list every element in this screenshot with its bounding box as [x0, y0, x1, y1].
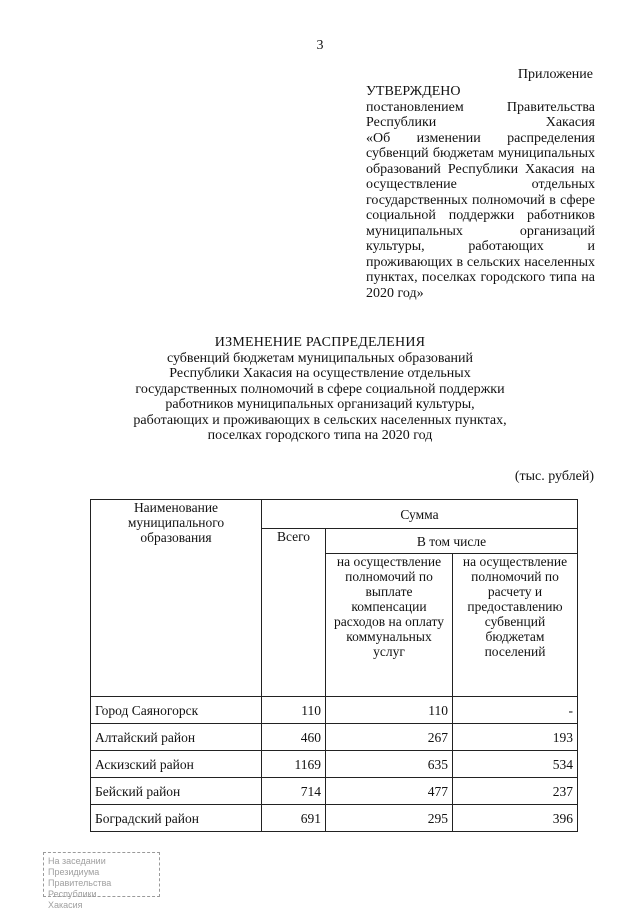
title-main: ИЗМЕНЕНИЕ РАСПРЕДЕЛЕНИЯ [214, 335, 426, 350]
cell-name: Бейский район [91, 778, 262, 805]
approval-line: культуры, работающих и [366, 239, 595, 254]
title-line: поселках городского типа на 2020 год [207, 428, 433, 443]
approval-line: проживающих в сельских населенных [366, 254, 595, 270]
approved-word: УТВЕРЖДЕНО [366, 84, 461, 99]
approval-line: пунктах, поселках городского типа на [366, 270, 595, 285]
table-row [91, 751, 578, 778]
header-sum: Сумма [262, 500, 578, 529]
distribution-table [90, 499, 578, 832]
cell-settlements: 534 [453, 751, 578, 778]
table-row [91, 724, 578, 751]
table-row [91, 805, 578, 832]
approval-line: 2020 год» [366, 285, 424, 301]
cell-total: 1169 [262, 751, 326, 778]
cell-utilities: 267 [326, 724, 453, 751]
approval-line: государственных полномочий в сфере [366, 192, 595, 208]
approval-line: постановлением Правительства [366, 99, 595, 115]
cell-name: Город Саяногорск [91, 697, 262, 724]
header-row [91, 500, 578, 529]
table-row [91, 778, 578, 805]
cell-settlements: - [453, 697, 578, 724]
title-line: субвенций бюджетам муниципальных образований [166, 350, 474, 366]
page-number: 3 [316, 38, 324, 53]
cell-name: Алтайский район [91, 724, 262, 751]
title-line: государственных полномочий в сфере социальной поддержки [135, 381, 505, 397]
cell-name: Аскизский район [91, 751, 262, 778]
header-including: В том числе [326, 529, 578, 554]
table-row [91, 697, 578, 724]
cell-utilities: 477 [326, 778, 453, 805]
approval-line: образований Республики Хакасия на [366, 161, 595, 177]
approval-line: социальной поддержки работников [366, 208, 595, 223]
approval-line: муниципальных организаций [366, 223, 595, 239]
cell-total: 714 [262, 778, 326, 805]
appendix-label: Приложение [517, 67, 593, 82]
approval-line: Республики Хакасия [366, 115, 595, 130]
approval-line: субвенций бюджетам муниципальных [366, 146, 595, 161]
header-settlements: на осуществление полномочий по расчету и предоставлению субвенций бюджетам поселений [453, 554, 578, 697]
document-title [0, 335, 640, 444]
cell-settlements: 396 [453, 805, 578, 832]
cell-utilities: 635 [326, 751, 453, 778]
cell-total: 460 [262, 724, 326, 751]
cell-name: Боградский район [91, 805, 262, 832]
header-utilities: на осуществление полномочий по выплате компенсации расходов на оплату коммунальных услуг [326, 554, 453, 697]
units-label: (тыс. рублей) [514, 469, 594, 484]
cell-settlements: 237 [453, 778, 578, 805]
title-line: Республики Хакасия на осуществление отдельных [169, 366, 471, 381]
cell-utilities: 110 [326, 697, 453, 724]
approval-line: «Об изменении распределения [366, 130, 595, 146]
cell-utilities: 295 [326, 805, 453, 832]
cell-total: 110 [262, 697, 326, 724]
title-line: работающих и проживающих в сельских населенных пунктах, [133, 412, 507, 428]
stamp-line: Правительства Республики [48, 878, 112, 899]
stamp-line: Хакасия [48, 900, 83, 910]
title-line: работников муниципальных организаций культуры, [165, 397, 475, 412]
cell-total: 691 [262, 805, 326, 832]
cell-settlements: 193 [453, 724, 578, 751]
header-total: Всего [262, 529, 326, 697]
approval-line: осуществление отдельных [366, 177, 595, 192]
stamp-line: На заседании Президиума [48, 856, 106, 877]
registration-stamp [43, 852, 160, 910]
approval-block [366, 84, 595, 301]
header-name: Наименование муниципального образования [91, 500, 262, 697]
